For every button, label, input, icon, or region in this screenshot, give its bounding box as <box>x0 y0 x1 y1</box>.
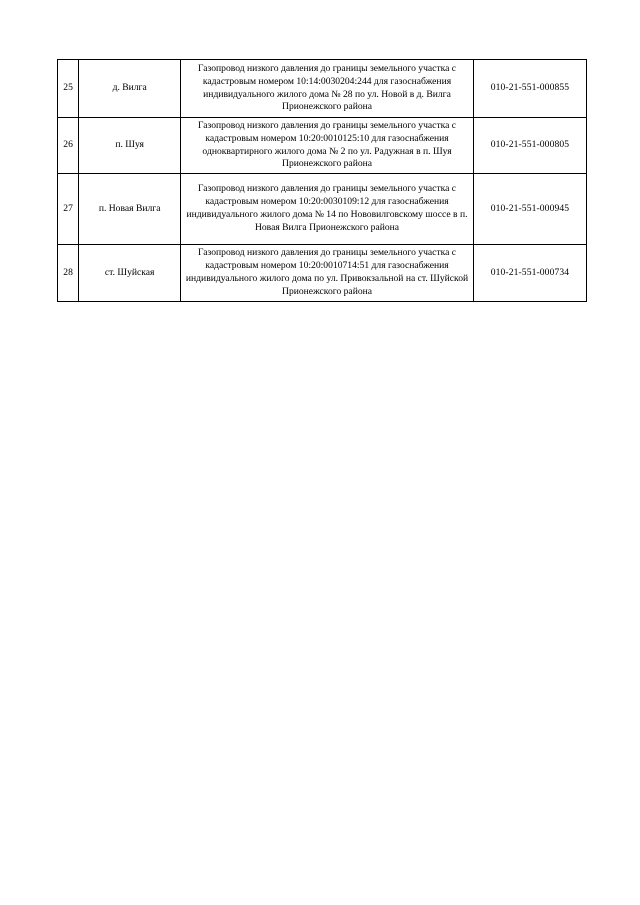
registration-number: 010-21-551-000805 <box>473 118 586 174</box>
object-description: Газопровод низкого давления до границы земельного участка с кадастровым номером 10:20:0010714:51 для газоснабжения индивидуального жилого дома по ул. Привокзальной на ст. Шуйской Прионежского района <box>181 245 474 302</box>
table-row <box>58 245 587 302</box>
table-row <box>58 60 587 118</box>
row-number: 25 <box>58 60 79 118</box>
registration-number: 010-21-551-000945 <box>473 174 586 245</box>
table-row <box>58 174 587 245</box>
object-description: Газопровод низкого давления до границы земельного участка с кадастровым номером 10:20:0010125:10 для газоснабжения одноквартирного жилого дома № 2 по ул. Радужная в п. Шуя Прионежского района <box>181 118 474 174</box>
object-description: Газопровод низкого давления до границы земельного участка с кадастровым номером 10:14:0030204:244 для газоснабжения индивидуального жилого дома № 28 по ул. Новой в д. Вилга Прионежского района <box>181 60 474 118</box>
settlement-name: ст. Шуйская <box>79 245 181 302</box>
registration-number: 010-21-551-000734 <box>473 245 586 302</box>
row-number: 27 <box>58 174 79 245</box>
settlement-name: п. Шуя <box>79 118 181 174</box>
settlement-name: д. Вилга <box>79 60 181 118</box>
table-row <box>58 118 587 174</box>
object-description: Газопровод низкого давления до границы земельного участка с кадастровым номером 10:20:0030109:12 для газоснабжения индивидуального жилого дома № 14 по Нововилговскому шоссе в п. Новая Вилга Прионежского района <box>181 174 474 245</box>
row-number: 28 <box>58 245 79 302</box>
row-number: 26 <box>58 118 79 174</box>
registration-number: 010-21-551-000855 <box>473 60 586 118</box>
settlement-name: п. Новая Вилга <box>79 174 181 245</box>
objects-table <box>57 59 587 302</box>
